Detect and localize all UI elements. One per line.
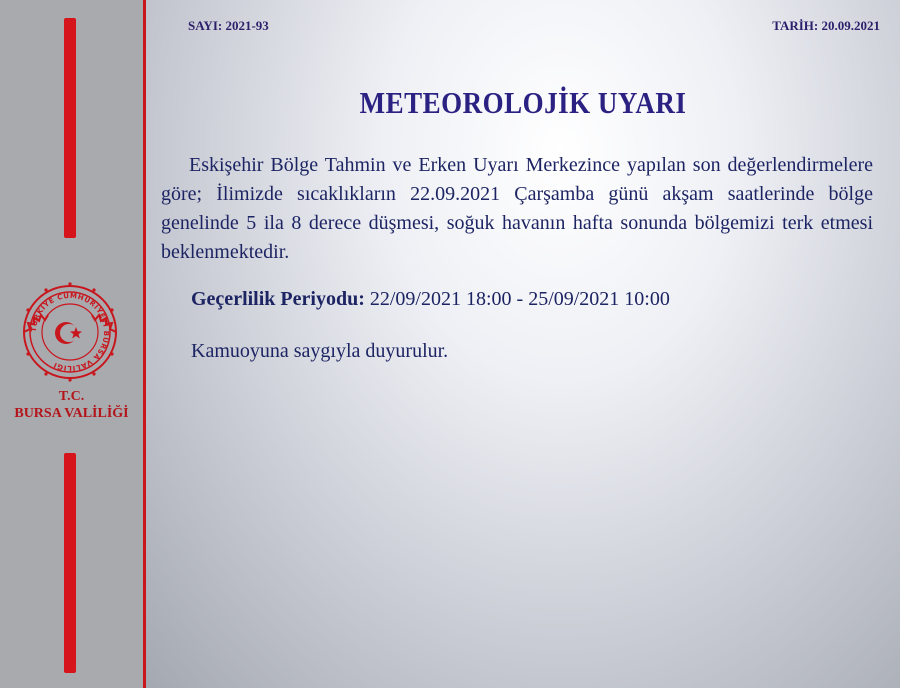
notice-title: METEOROLOJİK UYARI xyxy=(359,86,687,120)
validity-label: Geçerlilik Periyodu: xyxy=(191,288,365,310)
document-number: SAYI: 2021-93 xyxy=(188,18,269,33)
red-bar-bottom xyxy=(64,453,76,673)
org-line-1: T.C. xyxy=(58,389,85,404)
closing-line: Kamuoyuna saygıyla duyurulur. xyxy=(191,340,449,362)
validity-value: 22/09/2021 18:00 - 25/09/2021 10:00 xyxy=(369,288,670,310)
svg-text:TÜRKİYE CUMHURİYETİ BURSA VALİ: TÜRKİYE CUMHURİYETİ BURSA VALİLİĞİ xyxy=(29,291,111,373)
notice-body: Eskişehir Bölge Tahmin ve Erken Uyarı Merkezince yapılan son değerlendirmelere göre; İlimizde sıcaklıkların 22.09.2021 Çarşamba günü akşam saatlerinde bölge genelinde 5 ila 8 derece düşmesi, soğuk havanın hafta sonunda bölgemizi terk etmesi beklenmektedir. xyxy=(161,154,873,263)
document-date: TARİH: 20.09.2021 xyxy=(772,18,880,33)
validity-period xyxy=(191,288,670,311)
org-line-2: BURSA VALİLİĞİ xyxy=(14,406,129,421)
governorship-seal-icon xyxy=(14,276,126,388)
red-bar-top xyxy=(64,18,76,238)
notice-content xyxy=(146,0,900,688)
sidebar xyxy=(0,0,146,688)
